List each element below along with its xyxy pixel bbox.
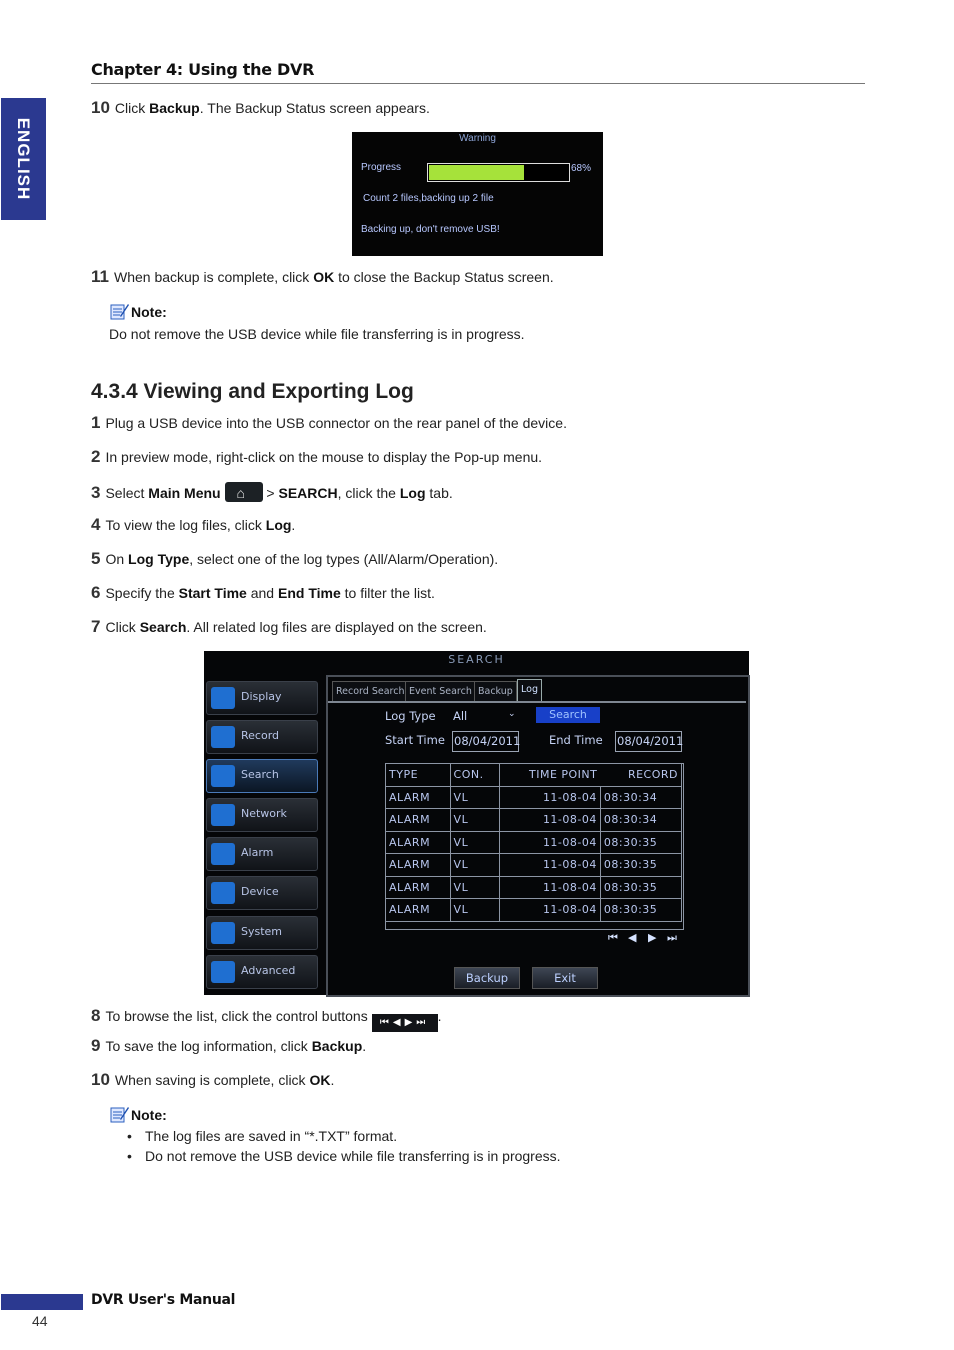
language-tab-label: ENGLISH bbox=[14, 117, 33, 201]
sidebar-item-device[interactable]: Device bbox=[206, 876, 318, 910]
table-row[interactable]: ALARM VL 11-08-04 08:30:34 bbox=[386, 809, 682, 832]
browse-controls-icon: ⏮◀▶⏭ bbox=[372, 1014, 438, 1032]
note-icon bbox=[109, 302, 129, 320]
language-tab bbox=[1, 98, 46, 220]
alarm-icon bbox=[211, 843, 235, 865]
column-header: RECORD bbox=[600, 764, 681, 787]
column-header: TYPE bbox=[386, 764, 451, 787]
table-row[interactable]: ALARM VL 11-08-04 08:30:35 bbox=[386, 899, 682, 922]
tab-event-search[interactable]: Event Search bbox=[405, 681, 476, 702]
search-icon bbox=[211, 765, 235, 787]
sidebar-item-display[interactable]: Display bbox=[206, 681, 318, 715]
step-8: 8 To browse the list, click the control buttons ⏮◀▶⏭ . bbox=[91, 1007, 441, 1032]
step-5: 5 On Log Type, select one of the log types (All/Alarm/Operation). bbox=[91, 549, 499, 568]
table-row[interactable]: ALARM VL 11-08-04 08:30:35 bbox=[386, 854, 682, 877]
tab-log[interactable]: Log bbox=[517, 679, 542, 702]
search-screen-title: SEARCH bbox=[448, 653, 505, 666]
progress-label: Progress bbox=[361, 162, 402, 173]
step-11: 11 When backup is complete, click OK to close the Backup Status screen. bbox=[91, 267, 554, 286]
note-2-heading: Note: bbox=[109, 1105, 167, 1125]
sidebar-item-search[interactable]: Search bbox=[206, 759, 318, 793]
step-2: 2 In preview mode, right-click on the mouse to display the Pop-up menu. bbox=[91, 447, 543, 466]
table-row[interactable]: ALARM VL 11-08-04 08:30:34 bbox=[386, 786, 682, 809]
display-icon bbox=[211, 687, 235, 709]
dvr-sidebar bbox=[204, 671, 324, 995]
last-page-icon[interactable]: ⏭ bbox=[667, 931, 677, 944]
start-time-input[interactable]: 08/04/2011 bbox=[452, 731, 519, 752]
start-time-label: Start Time bbox=[385, 733, 445, 747]
record-icon bbox=[211, 726, 235, 748]
wrench-icon bbox=[211, 961, 235, 983]
table-row[interactable]: ALARM VL 11-08-04 08:30:35 bbox=[386, 876, 682, 899]
progress-bar bbox=[427, 163, 570, 182]
tab-record-search[interactable]: Record Search bbox=[332, 681, 408, 702]
device-icon bbox=[211, 882, 235, 904]
step-9: 9 To save the log information, click Backup. bbox=[91, 1036, 367, 1055]
step-10b: 10 When saving is complete, click OK. bbox=[91, 1070, 335, 1089]
progress-percent: 68% bbox=[571, 163, 592, 174]
sidebar-item-network[interactable]: Network bbox=[206, 798, 318, 832]
end-time-input[interactable]: 08/04/2011 bbox=[615, 731, 682, 752]
main-menu-home-icon: ⌂ bbox=[225, 482, 263, 502]
tab-divider bbox=[328, 701, 746, 703]
first-page-icon[interactable]: ⏮ bbox=[608, 931, 618, 944]
search-button[interactable]: Search bbox=[536, 707, 600, 723]
tab-backup[interactable]: Backup bbox=[474, 681, 517, 702]
log-search-screenshot bbox=[204, 651, 749, 995]
warning-title: Warning bbox=[459, 133, 496, 144]
gear-icon bbox=[211, 922, 235, 944]
header-divider bbox=[91, 83, 865, 84]
column-header: TIME POINT bbox=[500, 764, 601, 787]
step-4: 4 To view the log files, click Log. bbox=[91, 515, 296, 534]
backup-status-screenshot bbox=[352, 132, 603, 256]
exit-button[interactable]: Exit bbox=[532, 967, 598, 989]
note-icon bbox=[109, 1105, 129, 1123]
note-1-heading: Note: bbox=[109, 302, 167, 322]
sidebar-item-system[interactable]: System bbox=[206, 916, 318, 950]
chevron-down-icon[interactable]: ⌄ bbox=[508, 709, 516, 719]
caution-text: Backing up, don't remove USB! bbox=[361, 224, 500, 235]
step-6: 6 Specify the Start Time and End Time to filter the list. bbox=[91, 583, 435, 602]
next-page-icon[interactable]: ▶ bbox=[648, 931, 657, 944]
table-row[interactable]: ALARM VL 11-08-04 08:30:35 bbox=[386, 831, 682, 854]
backup-button[interactable]: Backup bbox=[454, 967, 520, 989]
prev-page-icon[interactable]: ◀ bbox=[628, 931, 637, 944]
table-header-row bbox=[386, 764, 682, 787]
sidebar-item-alarm[interactable]: Alarm bbox=[206, 837, 318, 871]
log-type-select[interactable]: All bbox=[453, 709, 468, 723]
footer-bar bbox=[1, 1294, 83, 1310]
network-icon bbox=[211, 804, 235, 826]
note-1-text: Do not remove the USB device while file transferring is in progress. bbox=[109, 326, 525, 342]
count-text: Count 2 files,backing up 2 file bbox=[363, 193, 494, 204]
section-title: 4.3.4 Viewing and Exporting Log bbox=[91, 380, 414, 403]
log-type-label: Log Type bbox=[385, 709, 436, 723]
manual-title: DVR User's Manual bbox=[91, 1292, 236, 1308]
progress-fill bbox=[429, 165, 524, 180]
note-2-bullet: • Do not remove the USB device while file transferring is in progress. bbox=[130, 1148, 561, 1164]
step-7: 7 Click Search. All related log files are displayed on the screen. bbox=[91, 617, 487, 636]
step-3: 3 Select Main Menu ⌂ > SEARCH, click the Log tab. bbox=[91, 483, 453, 502]
column-header: CON. bbox=[450, 764, 500, 787]
sidebar-item-advanced[interactable]: Advanced bbox=[206, 955, 318, 989]
note-2-bullet: • The log files are saved in “*.TXT” format. bbox=[130, 1128, 397, 1144]
page-number: 44 bbox=[32, 1313, 48, 1329]
chapter-title: Chapter 4: Using the DVR bbox=[91, 60, 315, 79]
end-time-label: End Time bbox=[549, 733, 603, 747]
log-table bbox=[385, 763, 682, 922]
step-10: 10 Click Backup. The Backup Status screen appears. bbox=[91, 98, 430, 117]
sidebar-item-record[interactable]: Record bbox=[206, 720, 318, 754]
step-1: 1 Plug a USB device into the USB connector on the rear panel of the device. bbox=[91, 413, 567, 432]
